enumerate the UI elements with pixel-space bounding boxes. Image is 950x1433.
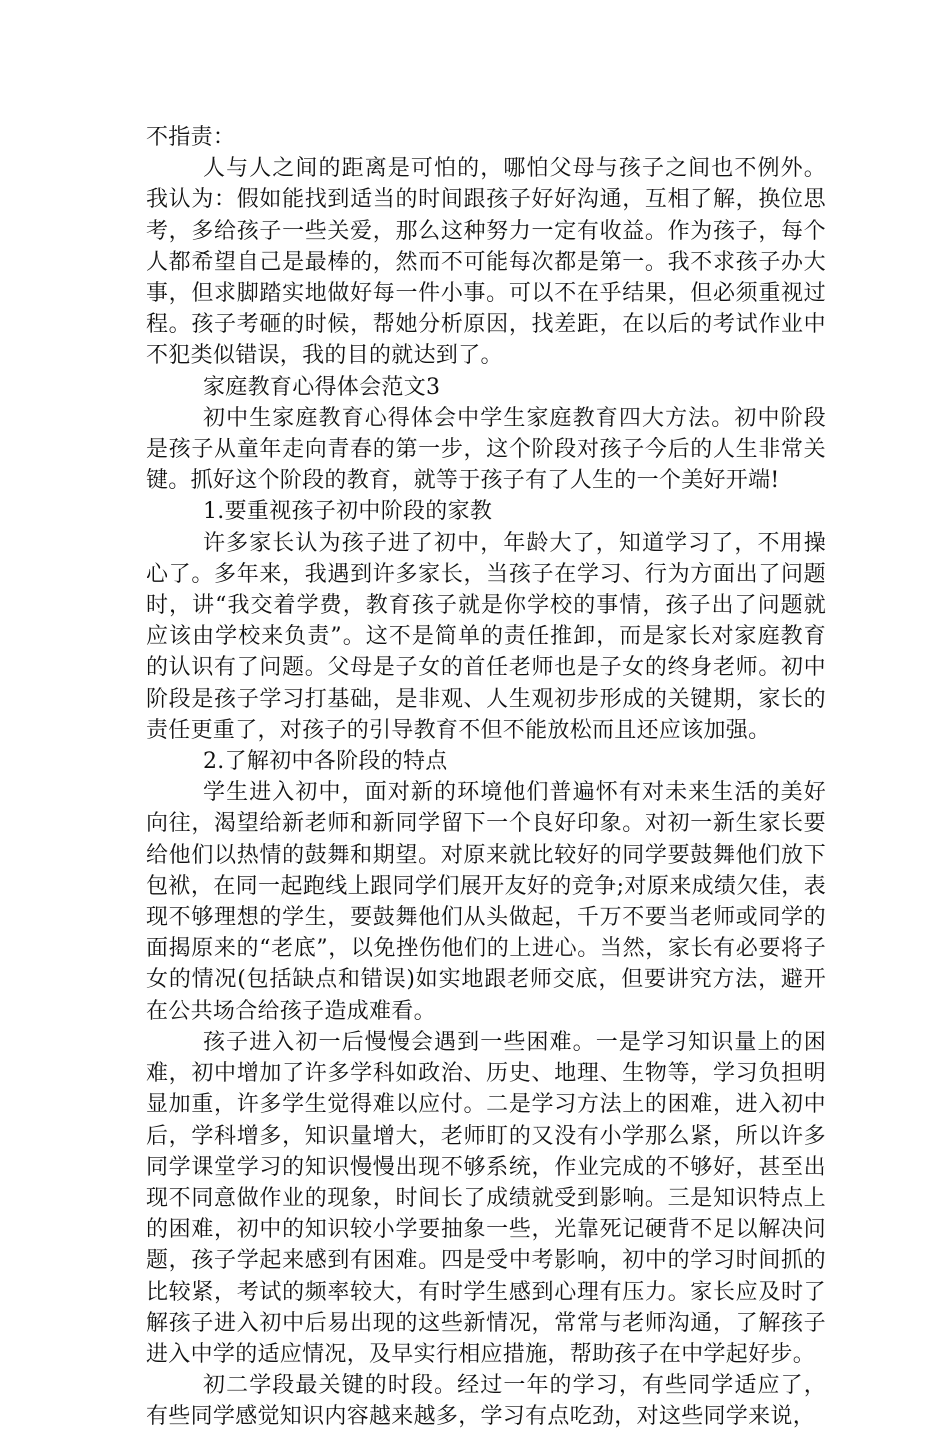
paragraph: 不指责： xyxy=(146,125,236,150)
section-heading: 1.要重视孩子初中阶段的家教 xyxy=(203,499,493,525)
paragraph: 初二学段最关键的时段。经过一年的学习，有些同学适应了，有些同学感觉知识内容越来越多，学习有点吃劲，对这些同学来说， xyxy=(146,1373,826,1430)
paragraph: 许多家长认为孩子进了初中，年龄大了，知道学习了，不用操心了。多年来，我遇到许多家长，当孩子在学习、行为方面出了问题时，讲“我交着学费，教育孩子就是你学校的事情，孩子出了问题就应该由学校来负责”。这不是简单的责任推卸，而是家长对家庭教育的认识有了问题。父母是子女的首任老师也是子女的终身老师。初中阶段是孩子学习打基础，是非观、人生观初步形成的关键期，家长的责任更重了，对孩子的引导教育不但不能放松而且还应该加强。 xyxy=(146,530,826,743)
paragraph: 人与人之间的距离是可怕的，哪怕父母与孩子之间也不例外。我认为：假如能找到适当的时间跟孩子好好沟通，互相了解，换位思考，多给孩子一些关爱，那么这种努力一定有收益。作为孩子，每个人都希望自己是最棒的，然而不可能每次都是第一。我不求孩子办大事，但求脚踏实地做好每一件小事。可以不在乎结果，但必须重视过程。孩子考砸的时候，帮她分析原因，找差距，在以后的考试作业中不犯类似错误，我的目的就达到了。 xyxy=(146,156,826,369)
paragraph: 学生进入初中，面对新的环境他们普遍怀有对未来生活的美好向往，渴望给新老师和新同学留下一个良好印象。对初一新生家长要给他们以热情的鼓舞和期望。对原来就比较好的同学要鼓舞他们放下包袱，在同一起跑线上跟同学们展开友好的竞争;对原来成绩欠佳，表现不够理想的学生，要鼓舞他们从头做起，千万不要当老师或同学的面揭原来的“老底”，以免挫伤他们的上进心。当然，家长有必要将子女的情况(包括缺点和错误)如实地跟老师交底，但要讲究方法，避开在公共场合给孩子造成难看。 xyxy=(146,780,826,1024)
document-body xyxy=(146,122,826,1433)
section-heading: 家庭教育心得体会范文3 xyxy=(203,374,441,400)
paragraph: 初中生家庭教育心得体会中学生家庭教育四大方法。初中阶段是孩子从童年走向青春的第一步，这个阶段对孩子今后的人生非常关键。抓好这个阶段的教育，就等于孩子有了人生的一个美好开端! xyxy=(146,405,826,494)
paragraph: 孩子进入初一后慢慢会遇到一些困难。一是学习知识量上的困难，初中增加了许多学科如政治、历史、地理、生物等，学习负担明显加重，许多学生觉得难以应付。二是学习方法上的困难，进入初中后，学科增多，知识量增大，老师盯的又没有小学那么紧，所以许多同学课堂学习的知识慢慢出现不够系统，作业完成的不够好，甚至出现不同意做作业的现象，时间长了成绩就受到影响。三是知识特点上的困难，初中的知识较小学要抽象一些，光靠死记硬背不足以解决问题，孩子学起来感到有困难。四是受中考影响，初中的学习时间抓的比较紧，考试的频率较大，有时学生感到心理有压力。家长应及时了解孩子进入初中后易出现的这些新情况，常常与老师沟通，了解孩子进入中学的适应情况，及早实行相应措施，帮助孩子在中学起好步。 xyxy=(146,1029,826,1367)
section-heading: 2.了解初中各阶段的特点 xyxy=(203,749,448,775)
